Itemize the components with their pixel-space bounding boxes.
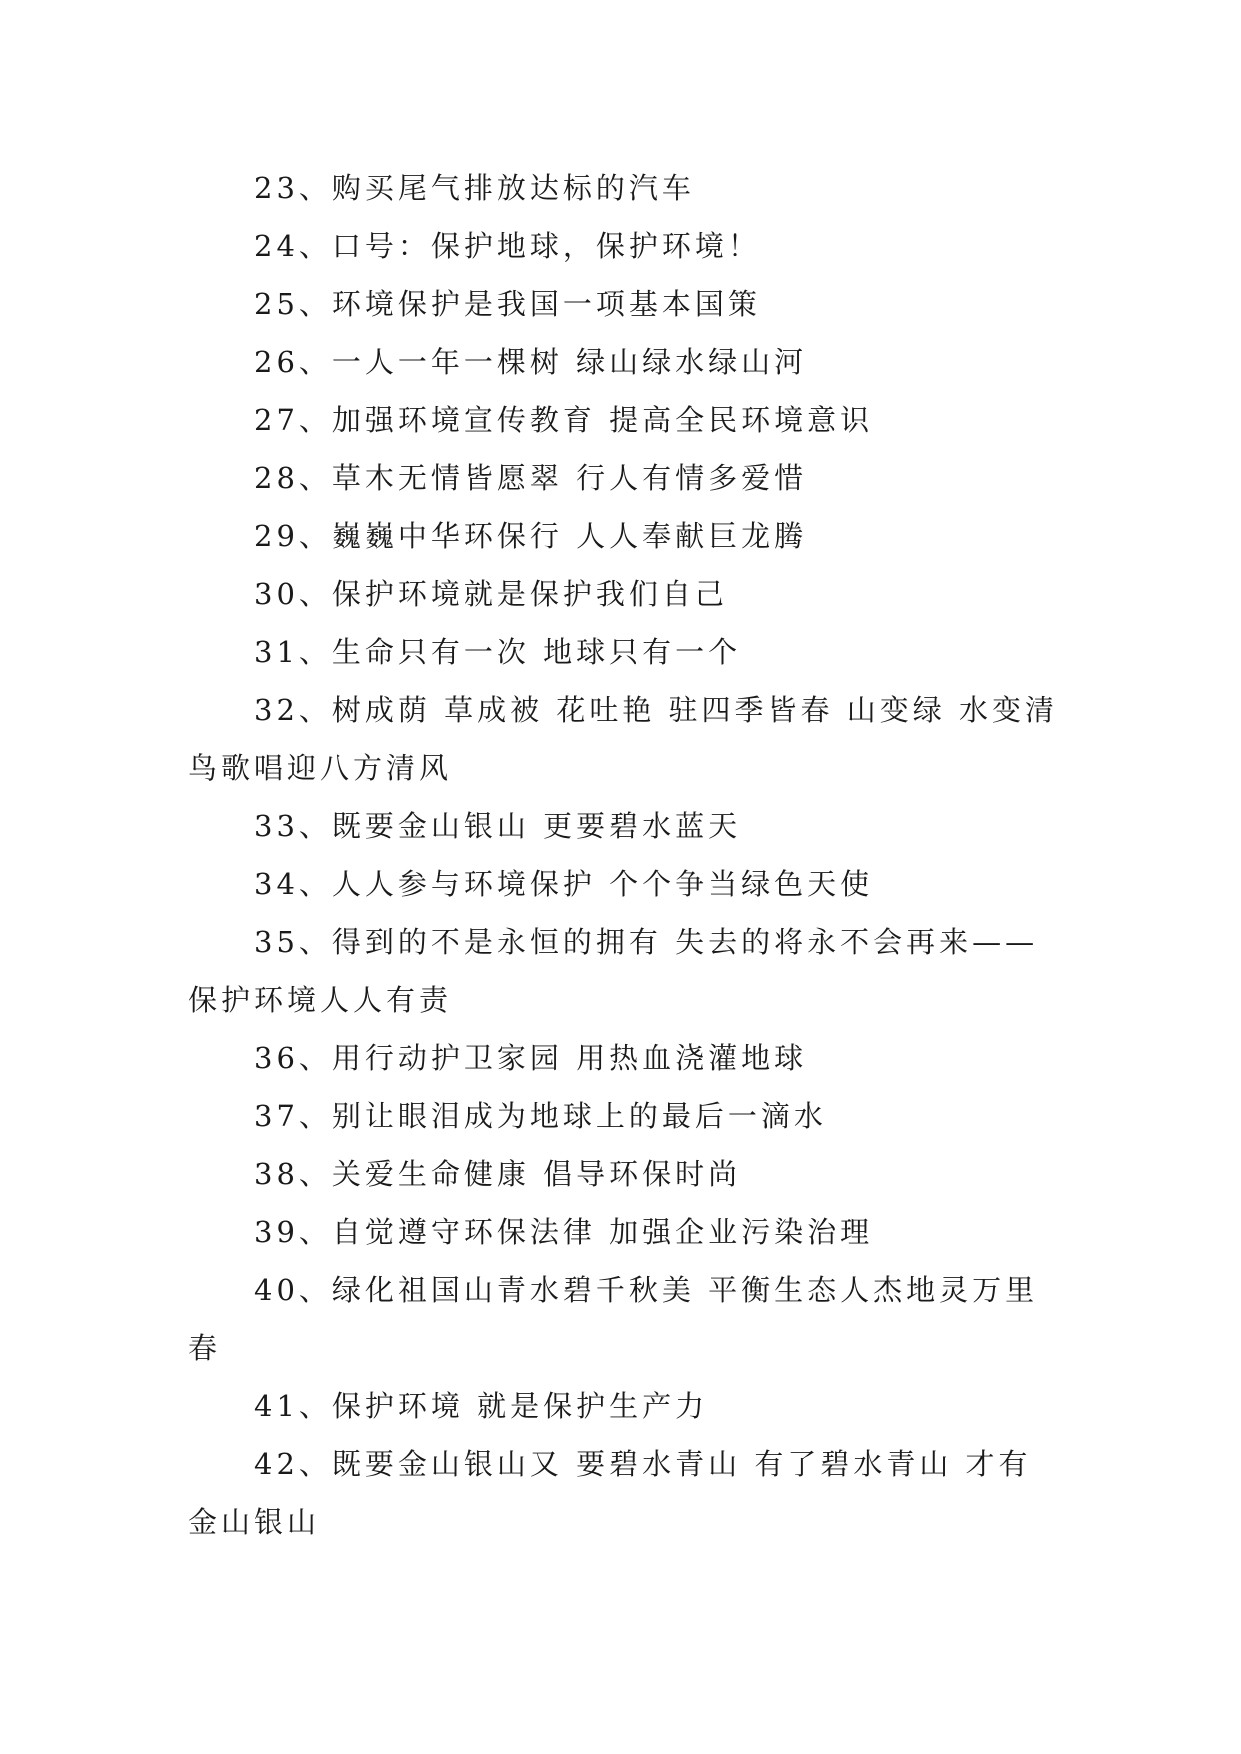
list-item: 37、别让眼泪成为地球上的最后一滴水 xyxy=(254,1099,827,1133)
list-item: 31、生命只有一次 地球只有一个 xyxy=(254,635,742,669)
list-item: 25、环境保护是我国一项基本国策 xyxy=(254,287,761,321)
list-item: 39、自觉遵守环保法律 加强企业污染治理 xyxy=(254,1215,874,1249)
list-item: 30、保护环境就是保护我们自己 xyxy=(254,577,728,611)
list-item: 27、加强环境宣传教育 提高全民环境意识 xyxy=(254,403,874,437)
list-item: 38、关爱生命健康 倡导环保时尚 xyxy=(254,1157,742,1191)
list-item: 41、保护环境 就是保护生产力 xyxy=(254,1389,709,1423)
list-item: 23、购买尾气排放达标的汽车 xyxy=(254,171,695,205)
list-item: 34、人人参与环境保护 个个争当绿色天使 xyxy=(254,867,874,901)
list-item: 33、既要金山银山 更要碧水蓝天 xyxy=(254,809,742,843)
list-item: 42、既要金山银山又 要碧水青山 有了碧水青山 才有金山银山 xyxy=(188,1447,1032,1539)
list-item: 26、一人一年一棵树 绿山绿水绿山河 xyxy=(254,345,808,379)
slogan-list xyxy=(188,159,1058,1551)
list-item: 32、树成荫 草成被 花吐艳 驻四季皆春 山变绿 水变清 鸟歌唱迎八方清风 xyxy=(188,693,1058,785)
list-item: 28、草木无情皆愿翠 行人有情多爱惜 xyxy=(254,461,808,495)
list-item: 40、绿化祖国山青水碧千秋美 平衡生态人杰地灵万里春 xyxy=(188,1273,1039,1365)
list-item: 36、用行动护卫家园 用热血浇灌地球 xyxy=(254,1041,808,1075)
list-item: 24、口号：保护地球，保护环境！ xyxy=(254,229,761,263)
list-item: 35、得到的不是永恒的拥有 失去的将永不会再来——保护环境人人有责 xyxy=(188,925,1039,1017)
list-item: 29、巍巍中华环保行 人人奉献巨龙腾 xyxy=(254,519,808,553)
